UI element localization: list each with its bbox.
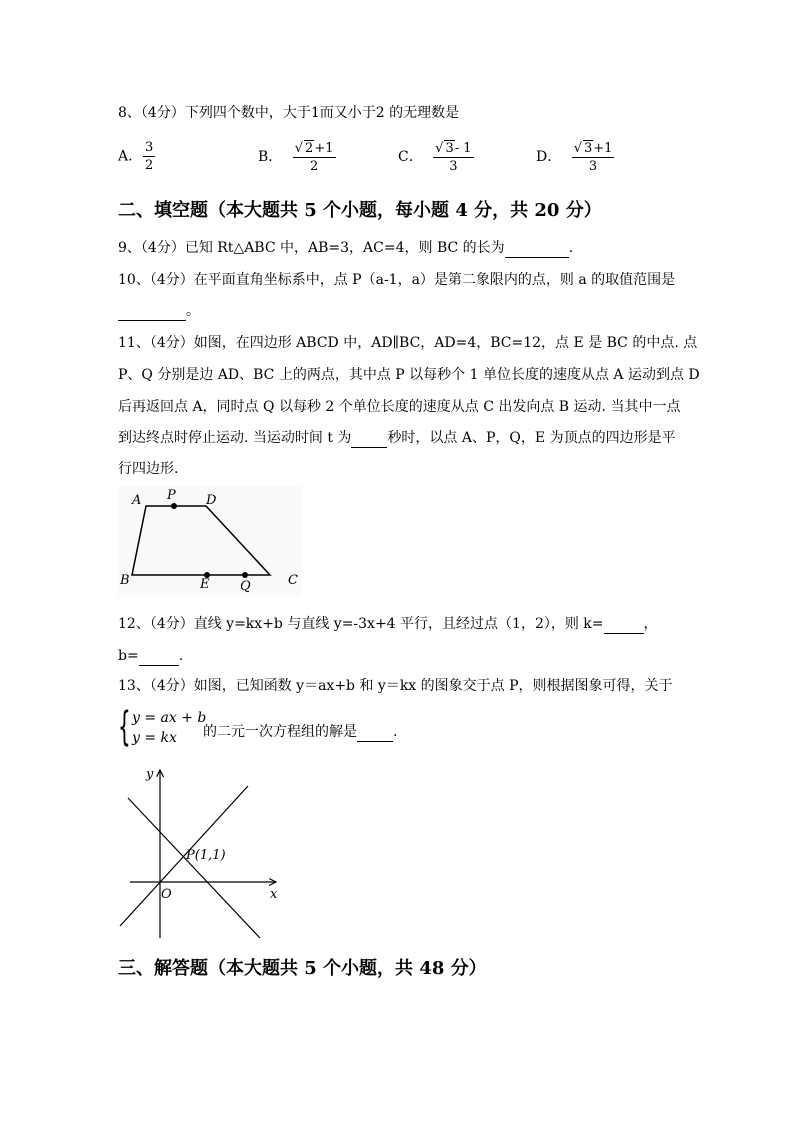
label-d: D <box>206 493 217 508</box>
answer-blank <box>139 647 179 666</box>
question-11-line1: 11、（4分）如图，在四边形 ABCD 中，AD∥BC，AD=4，BC=12，点 E 是 BC 的中点. 点 <box>118 335 698 351</box>
question-11-line3: 后再返回点 A，同时点 Q 以每秒 2 个单位长度的速度从点 C 出发向点 B 运动. 当其中一点 <box>118 399 681 415</box>
equation-system <box>132 708 206 748</box>
answer-blank <box>604 615 644 634</box>
question-11-line2: P、Q 分别是边 AD、BC 上的两点，其中点 P 以每秒个 1 单位长度的速度从点 A 运动到点 D <box>118 367 700 383</box>
answer-blank <box>351 429 387 448</box>
question-9: 9、（4分）已知 Rt△ABC 中，AB=3，AC=4，则 BC 的长为 . <box>118 240 574 256</box>
equation-1: y = ax + b <box>132 710 207 726</box>
label-q: Q <box>240 579 251 594</box>
question-13-line1: 13、（4分）如图，已知函数 y＝ax+b 和 y＝kx 的图象交于点 P，则根据图象可得，关于 <box>118 678 673 694</box>
question-13-line2: 的二元一次方程组的解是 . <box>203 724 398 740</box>
label-b: B <box>120 573 130 588</box>
line-y-ax-b <box>128 798 260 938</box>
option-b: B． $\frac{√ 2+1}{2}$ <box>258 141 334 174</box>
equation-2: y = kx <box>132 730 177 746</box>
label-x: x <box>270 887 278 902</box>
label-a: A <box>132 493 142 508</box>
label-origin: O <box>161 887 172 902</box>
question-12-line2: b= . <box>118 648 184 664</box>
trapezoid-figure <box>118 486 302 596</box>
label-p: P <box>167 488 176 503</box>
question-8-text: 8、（4分）下列四个数中，大于1而又小于2 的无理数是 <box>118 105 460 121</box>
coordinate-graph <box>110 762 290 942</box>
point-p <box>171 503 177 509</box>
answer-blank <box>357 723 393 742</box>
question-10: 10、（4分）在平面直角坐标系中，点 P（a-1，a）是第二象限内的点，则 a 的取值范围是 <box>118 272 676 288</box>
question-10-answer: 。 <box>118 302 200 321</box>
section-2-title: 二、填空题（本大题共 5 个小题，每小题 4 分，共 20 分） <box>118 200 602 221</box>
option-a: A. $\frac{3}{2}$ <box>118 140 154 173</box>
answer-blank <box>118 302 186 321</box>
option-d: D． $\frac{√ 3+1}{3}$ <box>536 141 613 174</box>
answer-blank <box>505 239 569 258</box>
label-e: E <box>200 577 210 592</box>
option-c: C． $\frac{√ 3- 1}{3}$ <box>398 141 472 174</box>
section-3-title: 三、解答题（本大题共 5 个小题，共 48 分） <box>118 958 487 979</box>
point-q <box>242 572 248 578</box>
label-p: P(1,1) <box>186 848 226 863</box>
label-c: C <box>288 573 298 588</box>
label-y: y <box>146 767 154 782</box>
system-brace: { <box>118 704 131 750</box>
question-11-line4: 到达终点时停止运动. 当运动时间 t 为 秒时，以点 A、P，Q，E 为顶点的四边形是平 <box>118 430 676 446</box>
question-11-line5: 行四边形. <box>118 461 179 477</box>
question-12-line1: 12、（4分）直线 y=kx+b 与直线 y=-3x+4 平行，且经过点（1，2），则 k= ， <box>118 616 658 632</box>
